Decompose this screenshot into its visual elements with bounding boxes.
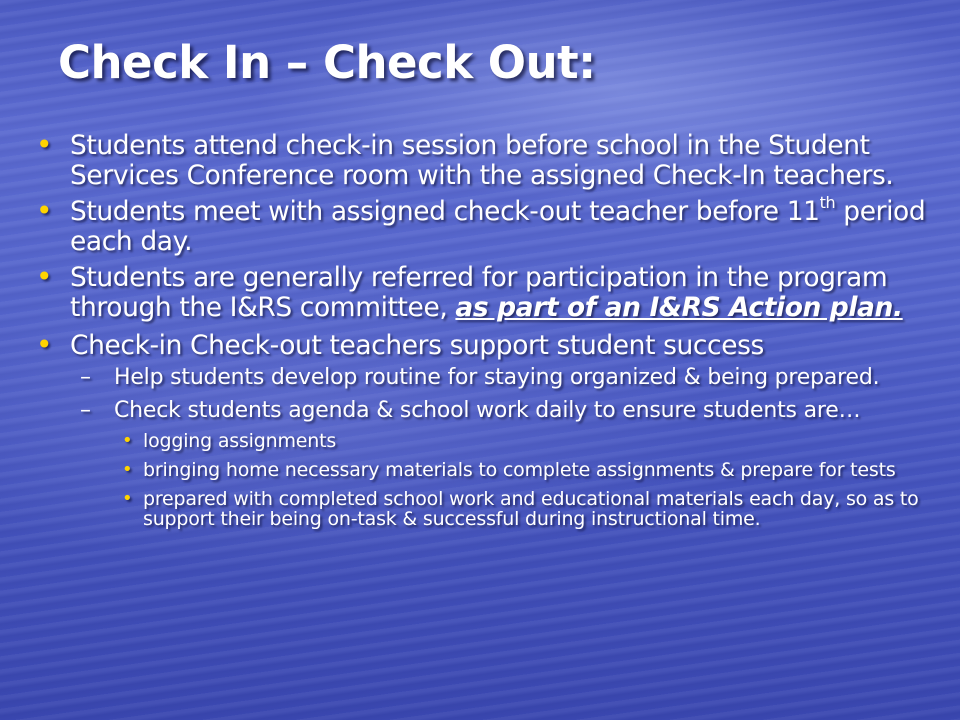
bullet-dot-icon: • bbox=[36, 260, 53, 293]
bullet-text: Students attend check-in session before school in the Student Services Conference room with the assigned Check-In teachers. bbox=[70, 130, 894, 191]
sub-sub-item-text: bringing home necessary materials to complete assignments & prepare for tests bbox=[143, 459, 896, 481]
bullet-dot-icon: • bbox=[122, 459, 133, 480]
emphasized-text: as part of an I&RS Action plan. bbox=[455, 292, 903, 323]
bullet-dot-icon: • bbox=[36, 128, 53, 161]
bullet-dot-icon: • bbox=[36, 328, 53, 361]
sub-item-routine bbox=[80, 366, 936, 389]
bullet-dot-icon: • bbox=[122, 430, 133, 451]
bullet-item-referral bbox=[36, 260, 936, 323]
bullet-dot-icon: • bbox=[122, 488, 133, 509]
sub-sub-item-logging bbox=[122, 431, 936, 451]
bullet-item-checkout bbox=[36, 193, 936, 257]
sub-item-text: Help students develop routine for staying organized & being prepared. bbox=[114, 365, 880, 390]
sub-sub-item-materials bbox=[122, 460, 936, 480]
sub-sub-item-text: logging assignments bbox=[143, 430, 337, 452]
bullet-text: Students are generally referred for participation in the program through the I&RS committee, bbox=[70, 262, 888, 323]
sub-item-text: Check students agenda & school work daily to ensure students are… bbox=[114, 398, 861, 423]
bullet-text-continued: period each day. bbox=[70, 196, 926, 257]
sub-sub-item-text: prepared with completed school work and educational materials each day, so as to support their being on-task & successful during instructional time. bbox=[143, 488, 919, 530]
bullet-dot-icon: • bbox=[36, 194, 53, 227]
sub-sub-item-prepared bbox=[122, 489, 936, 529]
bullet-text: Check-in Check-out teachers support student success bbox=[70, 330, 764, 361]
sub-bullet-list bbox=[80, 366, 936, 529]
bullet-list bbox=[36, 128, 936, 539]
slide-title: Check In – Check Out: bbox=[58, 36, 596, 89]
dash-marker: – bbox=[80, 398, 91, 423]
bullet-item-support bbox=[36, 328, 936, 530]
bullet-item-checkin bbox=[36, 128, 936, 191]
dash-marker: – bbox=[80, 365, 91, 390]
ordinal-suffix: th bbox=[819, 193, 836, 212]
bullet-text: Students meet with assigned check-out teacher before 11 bbox=[70, 196, 820, 227]
sub-sub-bullet-list bbox=[122, 431, 936, 529]
sub-item-agenda bbox=[80, 399, 936, 529]
